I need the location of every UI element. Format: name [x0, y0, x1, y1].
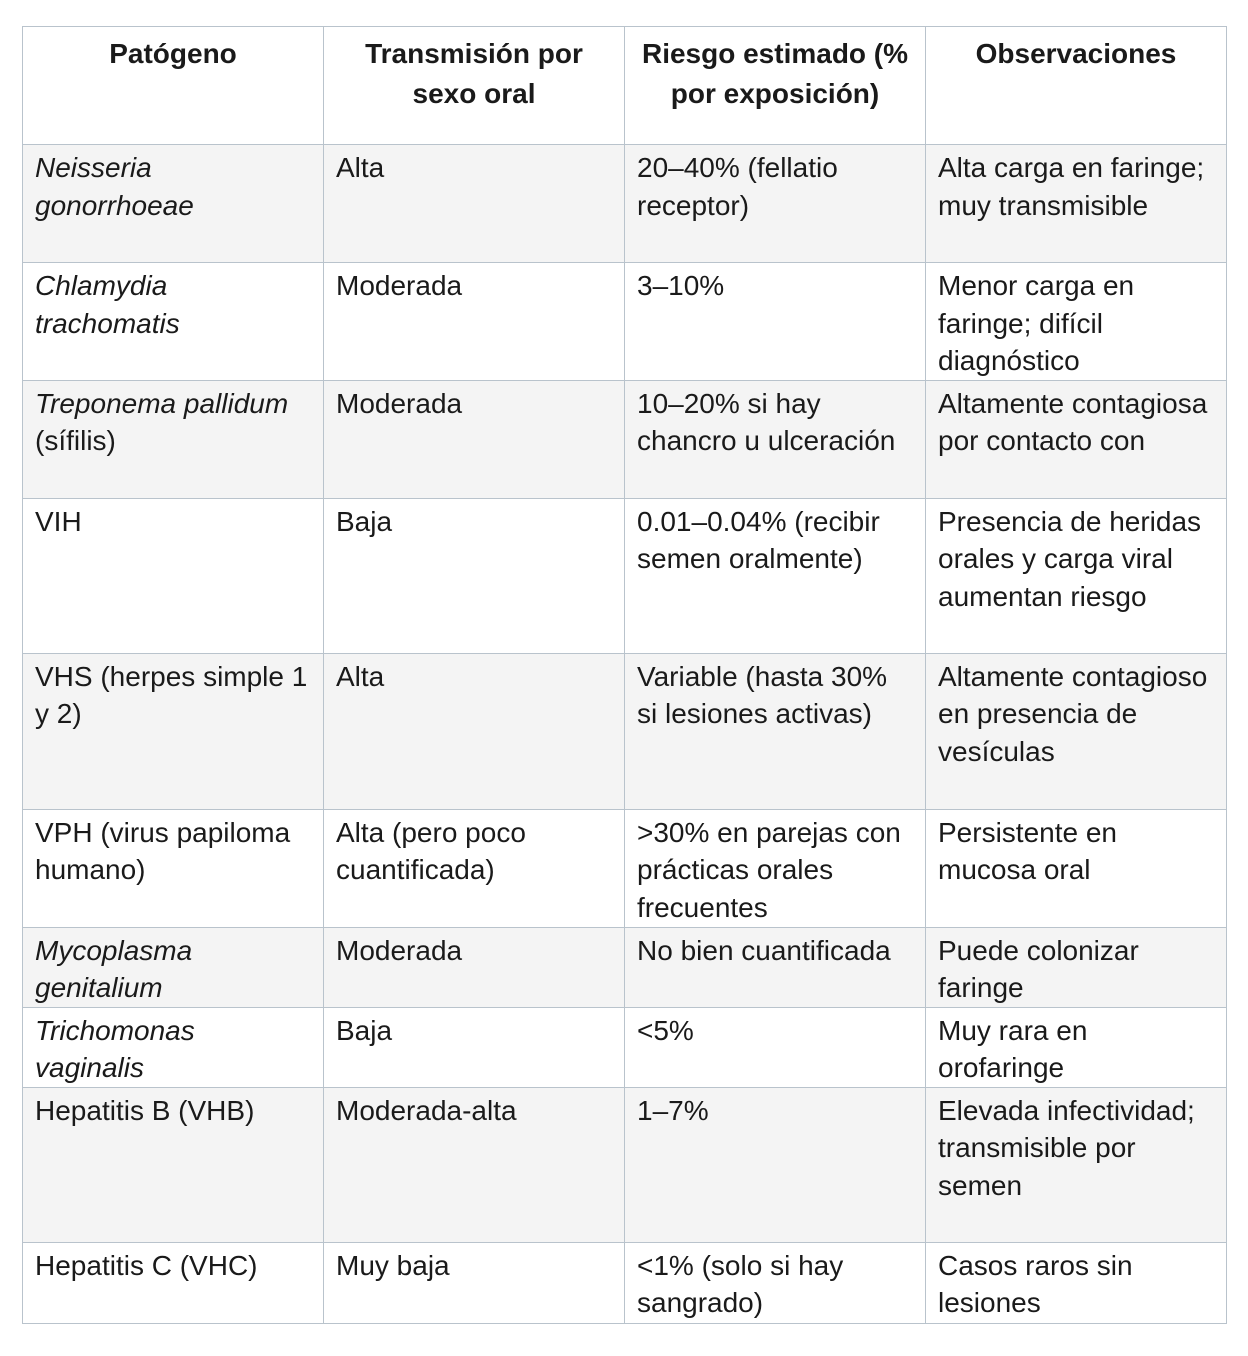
cell-risk: >30% en parejas con prácticas orales frecuentes [625, 809, 926, 927]
pathogen-name-suffix: Hepatitis B (VHB) [35, 1094, 255, 1126]
pathogen-name-italic: Chlamydia trachomatis [35, 270, 180, 339]
cell-pathogen [23, 927, 324, 1007]
cell-observations: Presencia de heridas orales y carga viral aumentan riesgo [926, 498, 1227, 653]
sti-risk-table [22, 26, 1227, 1324]
cell-pathogen [23, 653, 324, 809]
cell-observations: Persistente en mucosa oral [926, 809, 1227, 927]
cell-pathogen [23, 1007, 324, 1087]
cell-observations: Puede colonizar faringe [926, 927, 1227, 1007]
table-row [23, 1007, 1227, 1087]
cell-observations: Elevada infectividad; transmisible por semen [926, 1087, 1227, 1242]
cell-transmission: Moderada [324, 927, 625, 1007]
table-row [23, 263, 1227, 381]
cell-risk: <1% (solo si hay sangrado) [625, 1242, 926, 1323]
cell-pathogen [23, 145, 324, 263]
pathogen-name-italic: Trichomonas vaginalis [35, 1014, 195, 1083]
header-risk: Riesgo estimado (% por exposición) [625, 27, 926, 145]
cell-pathogen [23, 380, 324, 498]
cell-transmission: Moderada [324, 263, 625, 381]
cell-risk: <5% [625, 1007, 926, 1087]
table-row [23, 498, 1227, 653]
header-observations: Observaciones [926, 27, 1227, 145]
cell-risk: 0.01–0.04% (recibir semen oralmente) [625, 498, 926, 653]
cell-observations: Muy rara en orofaringe [926, 1007, 1227, 1087]
cell-risk: Variable (hasta 30% si lesiones activas) [625, 653, 926, 809]
cell-pathogen [23, 1087, 324, 1242]
cell-observations: Alta carga en faringe; muy transmisible [926, 145, 1227, 263]
table-row [23, 809, 1227, 927]
header-row [23, 27, 1227, 145]
table-row [23, 927, 1227, 1007]
pathogen-name-suffix: VHS (herpes simple 1 y 2) [35, 660, 308, 729]
table-row [23, 653, 1227, 809]
cell-pathogen [23, 498, 324, 653]
cell-transmission: Alta [324, 145, 625, 263]
cell-observations: Casos raros sin lesiones [926, 1242, 1227, 1323]
cell-transmission: Baja [324, 1007, 625, 1087]
cell-risk: 10–20% si hay chancro u ulceración [625, 380, 926, 498]
cell-pathogen [23, 809, 324, 927]
cell-transmission: Moderada-alta [324, 1087, 625, 1242]
table-row [23, 1087, 1227, 1242]
cell-transmission: Alta (pero poco cuantificada) [324, 809, 625, 927]
pathogen-name-italic: Treponema pallidum [35, 387, 289, 419]
cell-transmission: Moderada [324, 380, 625, 498]
cell-risk: 20–40% (fellatio receptor) [625, 145, 926, 263]
table-row [23, 380, 1227, 498]
pathogen-name-suffix: VPH (virus papiloma humano) [35, 816, 291, 885]
cell-observations: Menor carga en faringe; difícil diagnóstico [926, 263, 1227, 381]
pathogen-name-italic: Mycoplasma genitalium [35, 934, 193, 1003]
cell-transmission: Alta [324, 653, 625, 809]
cell-transmission: Baja [324, 498, 625, 653]
pathogen-name-suffix: (sífilis) [35, 425, 116, 456]
header-pathogen: Patógeno [23, 27, 324, 145]
cell-observations: Altamente contagioso en presencia de vesículas [926, 653, 1227, 809]
cell-observations: Altamente contagiosa por contacto con [926, 380, 1227, 498]
cell-pathogen [23, 263, 324, 381]
pathogen-name-italic: Neisseria gonorrhoeae [35, 152, 194, 221]
cell-risk: No bien cuantificada [625, 927, 926, 1007]
cell-pathogen [23, 1242, 324, 1323]
cell-risk: 3–10% [625, 263, 926, 381]
header-transmission: Transmisión por sexo oral [324, 27, 625, 145]
pathogen-name-suffix: VIH [35, 505, 82, 537]
table-row [23, 145, 1227, 263]
cell-risk: 1–7% [625, 1087, 926, 1242]
table-row [23, 1242, 1227, 1323]
cell-transmission: Muy baja [324, 1242, 625, 1323]
pathogen-name-suffix: Hepatitis C (VHC) [35, 1249, 258, 1281]
